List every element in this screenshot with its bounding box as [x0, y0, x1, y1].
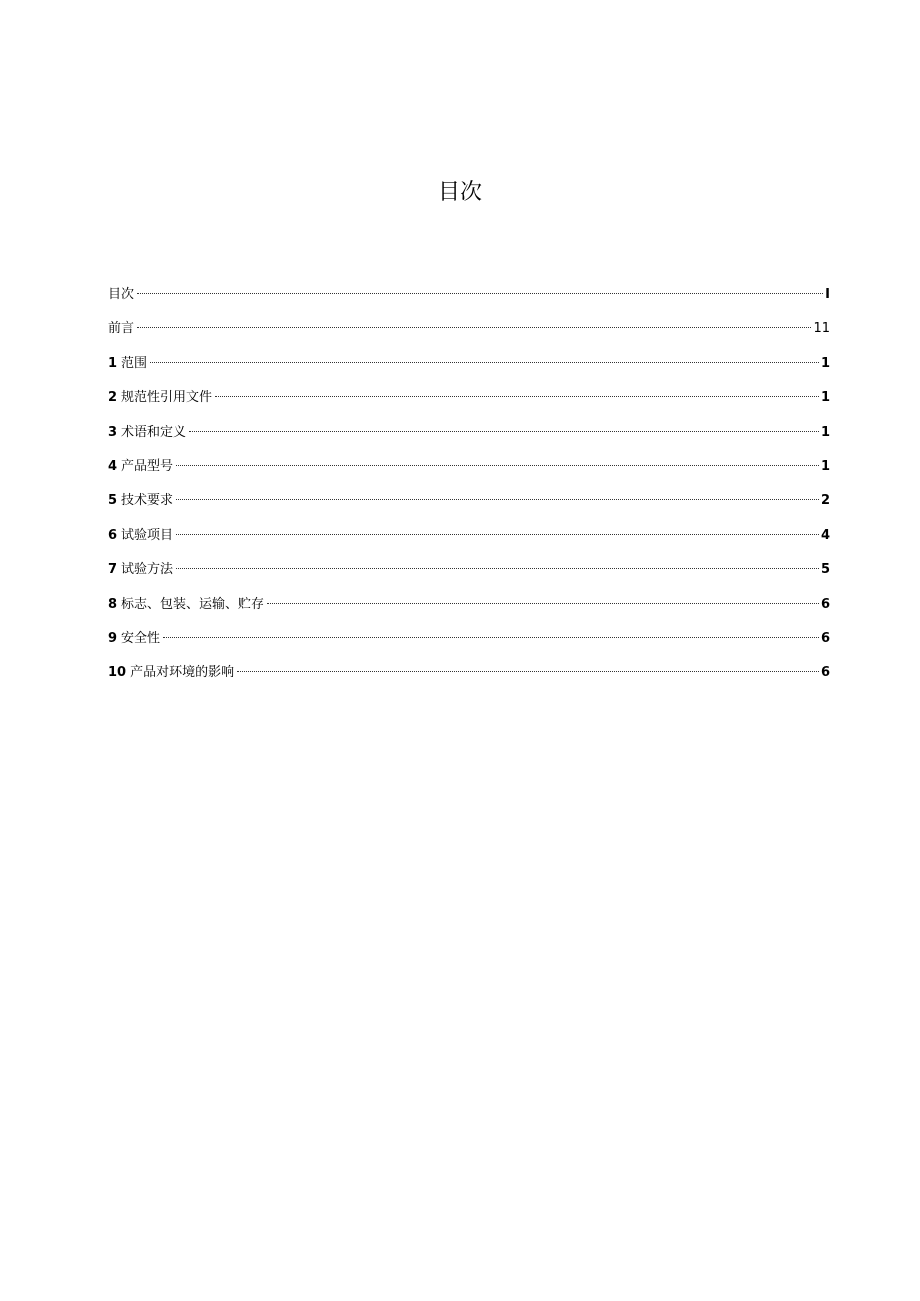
toc-entry-number: 4: [108, 458, 118, 474]
toc-entry-label: 规范性引用文件: [121, 390, 213, 406]
toc-entry-label: 前言: [108, 321, 135, 337]
toc-entry[interactable]: [108, 282, 830, 316]
toc-entry-label: 标志、包装、运输、贮存: [121, 596, 265, 612]
toc-entry-number: 2: [108, 390, 118, 406]
toc-entry[interactable]: [108, 385, 830, 419]
toc-entry-number: 3: [108, 424, 118, 440]
toc-entry-label: 安全性: [121, 630, 161, 646]
toc-dot-leader: [237, 671, 819, 672]
toc-dot-leader: [150, 362, 819, 363]
toc-dot-leader: [267, 603, 819, 604]
toc-entry-page: 5: [820, 562, 830, 578]
toc-entry[interactable]: [108, 523, 830, 557]
toc-entry[interactable]: [108, 557, 830, 591]
toc-entry-page: 6: [820, 596, 830, 612]
toc-entry-page: 2: [820, 493, 830, 509]
toc-dot-leader: [176, 534, 819, 535]
page-title: 目次: [437, 180, 482, 205]
toc-entry-number: 9: [108, 630, 118, 646]
toc-entry-page: 1: [820, 458, 830, 474]
toc-dot-leader: [163, 637, 819, 638]
toc-entry-label: 范围: [121, 355, 148, 371]
toc-dot-leader: [137, 327, 811, 328]
toc-dot-leader: [176, 499, 819, 500]
toc-dot-leader: [137, 293, 823, 294]
toc-dot-leader: [215, 396, 819, 397]
toc-entry-label: 试验项目: [121, 527, 174, 543]
toc-entry[interactable]: [108, 316, 830, 350]
toc-entry-number: 5: [108, 493, 118, 509]
toc-entry-number: 8: [108, 596, 118, 612]
toc-entry[interactable]: [108, 660, 830, 694]
table-of-contents: [108, 282, 830, 695]
toc-entry-page: 1: [820, 390, 830, 406]
toc-entry-label: 术语和定义: [121, 424, 187, 440]
toc-dot-leader: [189, 431, 819, 432]
toc-dot-leader: [176, 465, 819, 466]
toc-entry-page: 1: [820, 355, 830, 371]
toc-entry-number: 7: [108, 562, 118, 578]
toc-entry-page: 11: [813, 321, 830, 337]
toc-entry-page: 1: [820, 424, 830, 440]
toc-entry-number: 10: [108, 665, 127, 681]
toc-entry-label: 产品型号: [121, 458, 174, 474]
toc-entry[interactable]: [108, 420, 830, 454]
toc-entry-number: 6: [108, 527, 118, 543]
toc-entry-label: 试验方法: [121, 562, 174, 578]
toc-dot-leader: [176, 568, 819, 569]
toc-entry[interactable]: [108, 488, 830, 522]
toc-entry-page: 4: [820, 527, 830, 543]
toc-entry-label: 技术要求: [121, 493, 174, 509]
toc-entry-page: I: [825, 287, 830, 302]
toc-entry-label: 目次: [108, 287, 135, 302]
toc-entry-page: 6: [820, 630, 830, 646]
toc-entry-number: 1: [108, 355, 118, 371]
toc-entry-page: 6: [820, 665, 830, 681]
toc-entry-label: 产品对环境的影响: [130, 665, 235, 681]
toc-entry[interactable]: [108, 626, 830, 660]
toc-entry[interactable]: [108, 592, 830, 626]
toc-entry[interactable]: [108, 454, 830, 488]
toc-entry[interactable]: [108, 351, 830, 385]
